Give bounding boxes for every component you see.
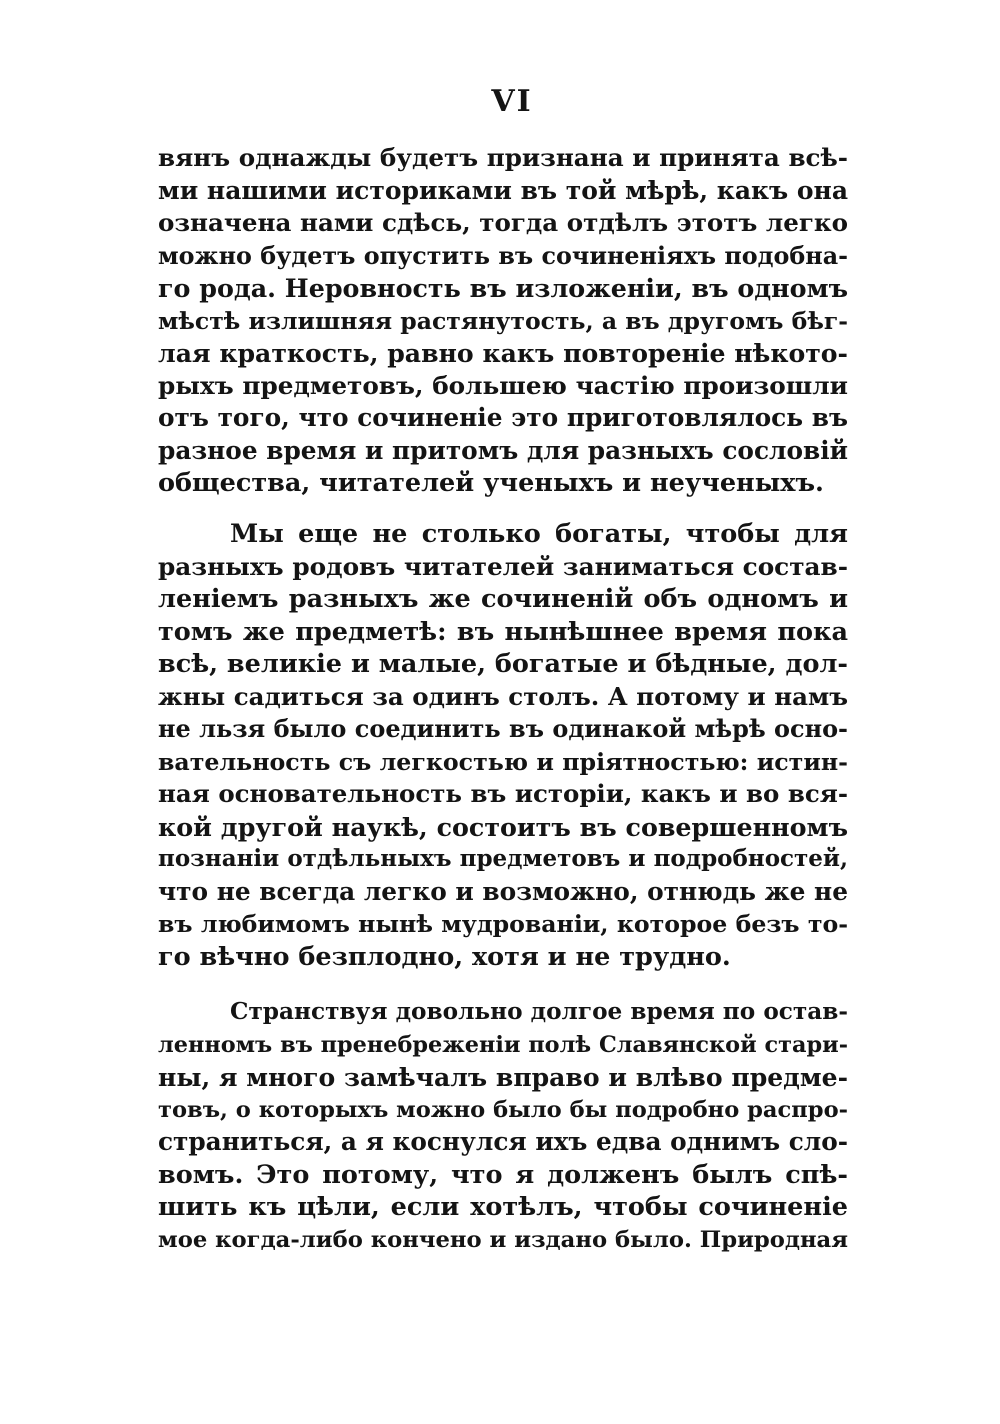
text-line: познаніи отдѣльныхъ предметовъ и подробностей, bbox=[158, 845, 848, 872]
text-line-indented: Странствуя довольно долгое время по остав- bbox=[230, 998, 848, 1025]
text-line: ленномъ въ пренебреженіи полѣ Славянской стари- bbox=[158, 1031, 848, 1058]
text-line: что не всегда легко и возможно, отнюдь же не bbox=[158, 876, 848, 906]
text-line: мое когда-либо кончено и издано было. Природная bbox=[158, 1226, 848, 1253]
paragraph-3 bbox=[158, 996, 848, 1256]
text-line-indented: Мы еще не столько богаты, чтобы для bbox=[230, 519, 848, 549]
text-line: разное время и притомъ для разныхъ сословій bbox=[158, 435, 848, 465]
text-line: товъ, о которыхъ можно было бы подробно распро- bbox=[158, 1096, 848, 1123]
paragraph-2 bbox=[158, 518, 848, 973]
text-line: кой другой наукѣ, состоитъ въ совершенномъ bbox=[158, 811, 848, 842]
text-line: означена нами сдѣсь, тогда отдѣлъ этотъ легко bbox=[158, 208, 848, 237]
page-number: VI bbox=[491, 84, 533, 119]
text-line: всѣ, великіе и малые, богатые и бѣдные, дол- bbox=[158, 649, 848, 679]
text-line: мѣстѣ излишняя растянутость, а въ другомъ бѣг- bbox=[158, 306, 848, 335]
text-line: вянъ однажды будетъ признана и принята всѣ- bbox=[158, 143, 848, 172]
paragraph-1 bbox=[158, 142, 848, 500]
text-line: го вѣчно безплодно, хотя и не трудно. bbox=[158, 941, 731, 972]
text-line: не льзя было соединить въ одинакой мѣрѣ осно- bbox=[158, 715, 848, 743]
text-line: можно будетъ опустить въ сочиненіяхъ подобна- bbox=[158, 241, 848, 270]
text-line: леніемъ разныхъ же сочиненій объ одномъ и bbox=[158, 584, 848, 614]
text-line: вомъ. Это потому, что я долженъ былъ спѣ- bbox=[158, 1159, 848, 1190]
text-line: страниться, а я коснулся ихъ едва однимъ сло- bbox=[158, 1127, 848, 1156]
text-line: въ любимомъ нынѣ мудрованіи, которое безъ то- bbox=[158, 910, 848, 938]
text-line: го рода. Неровность въ изложеніи, въ одномъ bbox=[158, 273, 848, 303]
text-line: общества, читателей ученыхъ и неученыхъ. bbox=[158, 468, 824, 498]
text-line: вательность съ легкостью и пріятностью: истин- bbox=[158, 747, 848, 776]
text-line: шить къ цѣли, если хотѣлъ, чтобы сочиненіе bbox=[158, 1192, 848, 1222]
text-line: отъ того, что сочиненіе это приготовлялось въ bbox=[158, 403, 848, 432]
text-line: ми нашими историками въ той мѣрѣ, какъ она bbox=[158, 175, 848, 205]
text-line: ная основательность въ исторіи, какъ и во вся- bbox=[158, 779, 848, 808]
text-line: томъ же предметѣ: въ нынѣшнее время пока bbox=[158, 616, 848, 647]
text-line: разныхъ родовъ читателей заниматься состав- bbox=[158, 551, 848, 581]
text-line: лая краткость, равно какъ повтореніе нѣкото- bbox=[158, 338, 848, 368]
text-line: рыхъ предметовъ, большею частію произошли bbox=[158, 370, 848, 400]
text-line: жны садиться за одинъ столъ. А потому и намъ bbox=[158, 681, 848, 711]
text-line: ны, я много замѣчалъ вправо и влѣво предме- bbox=[158, 1062, 848, 1092]
